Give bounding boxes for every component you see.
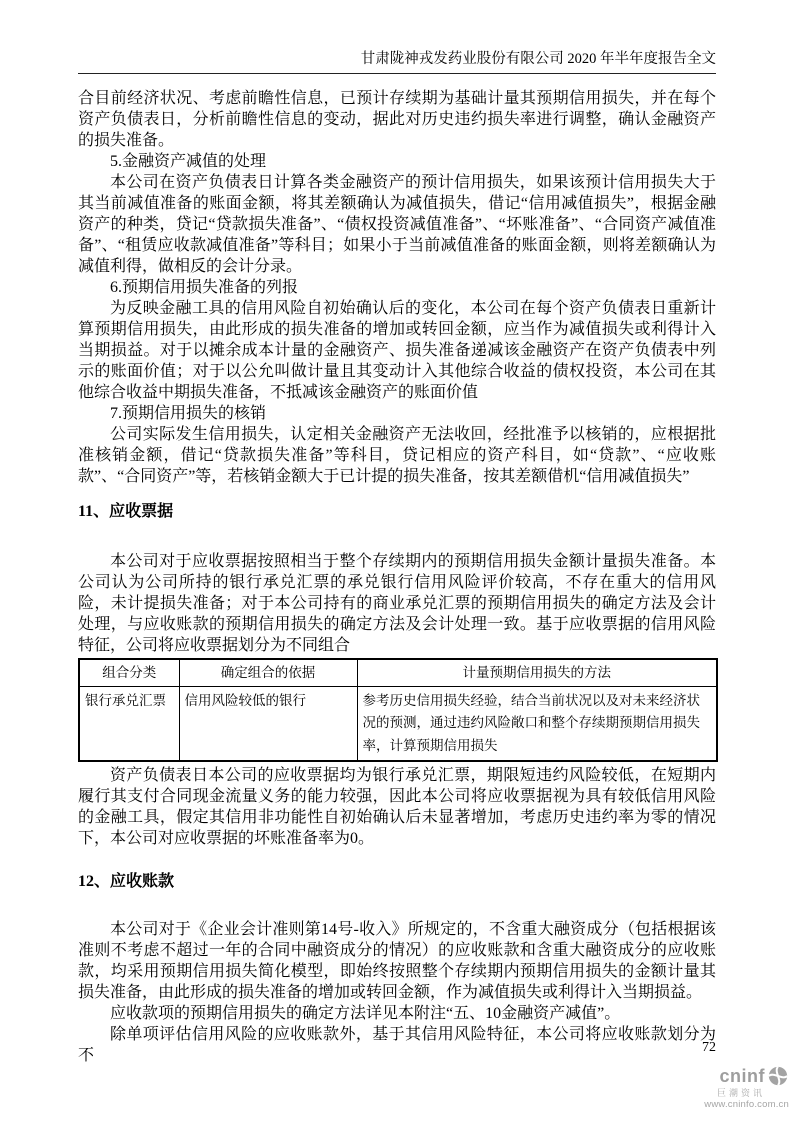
- section-6-title: 6.预期信用损失准备的列报: [110, 279, 299, 296]
- cninfo-logo-row: [704, 1065, 789, 1087]
- section-5-paragraph: 本公司在资产负债表日计算各类金融资产的预计信用损失，如果该预计信用损失大于其当前减值准备的账面金额，将其差额确认为减值损失，借记“信用减值损失”，根据金融资产的种类，贷记“贷款损失准备”、“债权投资减值准备”、“坏账准备”、“合同资产减值准备”、“租赁应收款减值准备”等科目；如果小于当前减值准备的账面金额，则将差额确认为减值利得，做相反的会计分录。: [78, 174, 716, 275]
- section-7-paragraph: 公司实际发生信用损失，认定相关金融资产无法收回，经批准予以核销的，应根据批准核销金额，借记“贷款损失准备”等科目，贷记相应的资产科目，如“贷款”、“应收账款”、“合同资产”等，若核销金额大于已计提的损失准备，按其差额借机“信用减值损失”: [78, 426, 716, 485]
- page-number: 72: [702, 1040, 716, 1055]
- table-header-row: [79, 659, 717, 686]
- cninfo-logo-subtitle: 巨潮资讯: [716, 1087, 765, 1098]
- section-12-paragraph-3: 除单项评估信用风险的应收账款外，基于其信用风险特征，本公司将应收账款划分为不: [78, 1026, 716, 1064]
- section-11-paragraph-1: 本公司对于应收票据按照相当于整个存续期内的预期信用损失金额计量损失准备。本公司认为公司所持的银行承兑汇票的承兑银行信用风险评价较高，不存在重大的信用风险，未计提损失准备；对于本公司持有的商业承兑汇票的预期信用损失的确定方法及会计处理，与应收账款的预期信用损失的确定方法及会计处理一致。基于应收票据的信用风险特征，公司将应收票据划分为不同组合: [78, 553, 716, 654]
- section-6-paragraph: 为反映金融工具的信用风险自初始确认后的变化，本公司在每个资产负债表日重新计算预期信用损失，由此形成的损失准备的增加或转回金额，应当作为减值损失或利得计入当期损益。对于以摊余成本计量的金融资产、损失准备递减该金融资产在资产负债表中列示的账面价值；对于以公允叫做计量且其变动计入其他综合收益的债权投资，本公司在其他综合收益中期损失准备，不抵减该金融资产的账面价值: [78, 300, 716, 401]
- column-header-basis: 确定组合的依据: [179, 659, 357, 686]
- section-12-heading: 12、应收账款: [78, 873, 175, 890]
- document-body: [78, 88, 716, 1066]
- cninfo-logo: [704, 1065, 789, 1110]
- column-header-portfolio-type: 组合分类: [79, 659, 179, 686]
- paragraph-continuation: 合目前经济状况、考虑前瞻性信息，已预计存续期为基础计量其预期信用损失，并在每个资产负债表日，分析前瞻性信息的变动，据此对历史违约损失率进行调整，确认金融资产的损失准备。: [78, 90, 716, 149]
- receivables-portfolio-table: [78, 658, 718, 762]
- section-5-title: 5.金融资产减值的处理: [110, 153, 267, 170]
- cninfo-logo-url: www.cninfo.com.cn: [704, 1098, 789, 1110]
- cell-basis: 信用风险较低的银行: [179, 686, 357, 761]
- section-11-heading: 11、应收票据: [78, 503, 174, 520]
- cell-method: 参考历史信用损失经验，结合当前状况以及对未来经济状况的预测，通过违约风险敞口和整个存续期预期信用损失率，计算预期信用损失: [357, 686, 717, 761]
- section-7-title: 7.预期信用损失的核销: [110, 405, 267, 422]
- cninfo-logo-text: cninf: [719, 1065, 765, 1086]
- cninfo-swirl-icon: [767, 1065, 789, 1087]
- section-12-paragraph-1: 本公司对于《企业会计准则第14号-收入》所规定的，不含重大融资成分（包括根据该准则不考虑不超过一年的合同中融资成分的情况）的应收账款和含重大融资成分的应收账款，均采用预期信用损失简化模型，即始终按照整个存续期内预期信用损失的金额计量其损失准备，由此形成的损失准备的增加或转回金额，作为减值损失或利得计入当期损益。: [78, 921, 716, 1001]
- table-row: [79, 686, 717, 761]
- section-12-paragraph-2: 应收款项的预期信用损失的确定方法详见本附注“五、10金融资产减值”。: [110, 1005, 621, 1022]
- column-header-method: 计量预期信用损失的方法: [357, 659, 717, 686]
- report-title: 甘肃陇神戎发药业股份有限公司 2020 年半年度报告全文: [360, 51, 716, 67]
- section-11-paragraph-2: 资产负债表日本公司的应收票据均为银行承兑汇票，期限短违约风险较低，在短期内履行其支付合同现金流量义务的能力较强，因此本公司将应收票据视为具有较低信用风险的金融工具，假定其信用非功能性自初始确认后未显著增加，考虑历史违约率为零的情况下，本公司对应收票据的坏账准备率为0。: [78, 767, 716, 847]
- page-header: [78, 50, 716, 74]
- cell-portfolio-type: 银行承兑汇票: [79, 686, 179, 761]
